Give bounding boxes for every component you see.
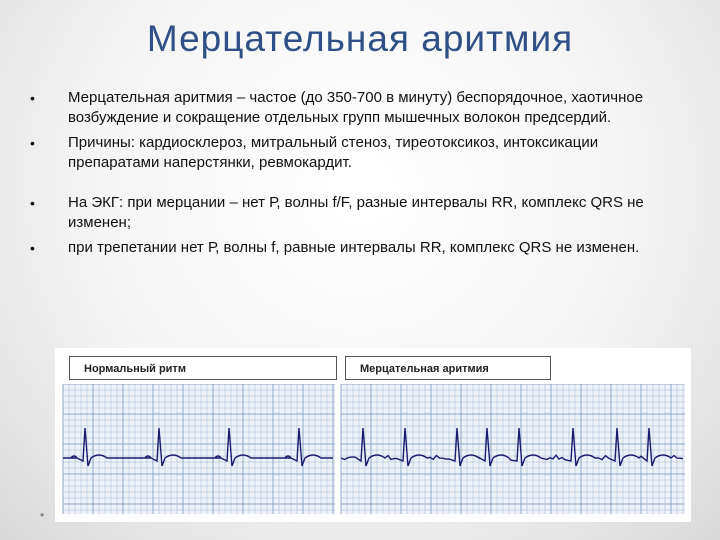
bullet-icon: • — [30, 135, 35, 151]
bullet-item — [30, 88, 690, 128]
bullet-text: Причины: кардиосклероз, митральный стеноз, тиреотоксикоз, интоксикации препаратами наперстянки, ревмокардит. — [68, 134, 599, 171]
bullet-item — [30, 238, 690, 258]
bullet-icon: • — [30, 240, 35, 256]
bullet-item — [30, 193, 690, 233]
ecg-figure — [55, 348, 691, 522]
normal-rhythm-background — [63, 384, 335, 514]
bullet-text: при трепетании нет Р, волны f, равные интервалы RR, комплекс QRS не изменен. — [68, 239, 640, 256]
ecg-strips — [55, 384, 691, 522]
bullet-text: На ЭКГ: при мерцании – нет Р, волны f/F, разные интервалы RR, комплекс QRS не изменен; — [68, 194, 644, 231]
ecg-strip-atrial-fibrillation — [341, 384, 685, 514]
ecg-strip-normal — [63, 384, 335, 514]
slide-title: Мерцательная аритмия — [146, 18, 574, 59]
bullet-item — [30, 133, 690, 173]
bullet-list — [30, 88, 690, 263]
footer-marker: • — [40, 508, 45, 522]
atrial-fibrillation-background — [341, 384, 685, 514]
atrial-fibrillation-label: Мерцательная аритмия — [345, 356, 551, 380]
bullet-icon: • — [30, 90, 35, 106]
bullet-icon: • — [30, 195, 35, 211]
bullet-text: Мерцательная аритмия – частое (до 350-700 в минуту) беспорядочное, хаотичное возбуждение и сокращение отдельных групп мышечных волокон предсердий. — [68, 89, 644, 126]
normal-rhythm-label: Нормальный ритм — [69, 356, 337, 380]
